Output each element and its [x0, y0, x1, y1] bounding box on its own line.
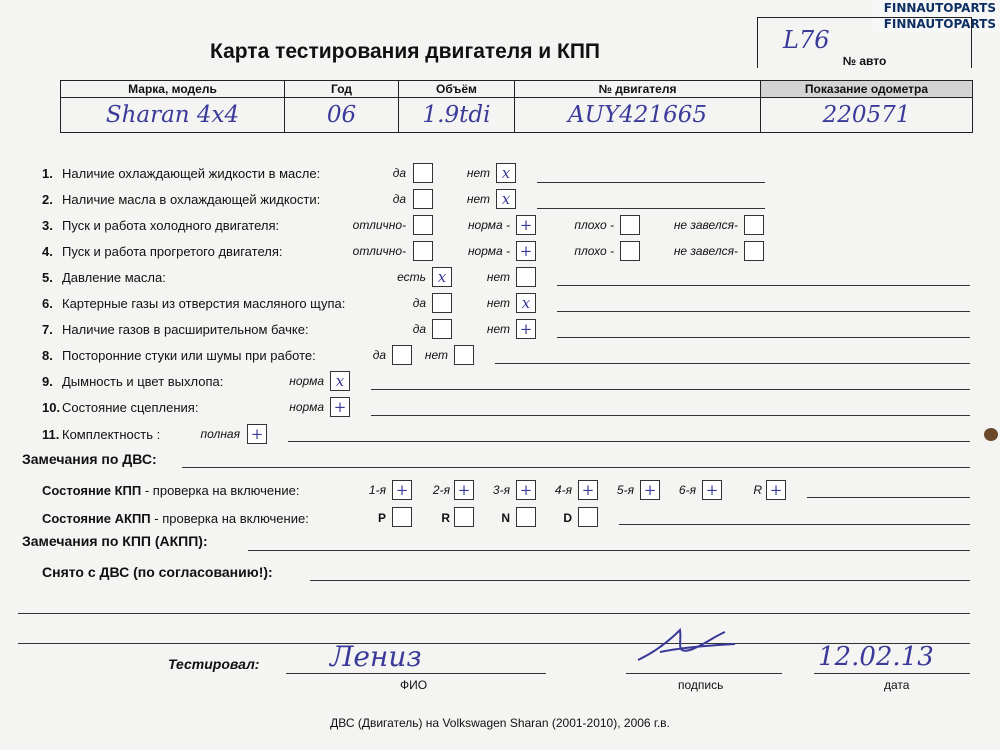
gear-label: 5-я	[616, 483, 634, 497]
checkbox[interactable]	[620, 241, 640, 261]
answer-line	[557, 311, 970, 312]
gear-checkbox[interactable]: +	[578, 480, 598, 500]
col-make-model: Марка, модель	[61, 81, 285, 98]
item-number: 9.	[42, 374, 53, 389]
removed-line	[310, 580, 970, 581]
checkbox[interactable]: x	[496, 189, 516, 209]
option-label: отлично-	[352, 218, 406, 232]
item-number: 4.	[42, 244, 53, 259]
option-label: да	[392, 192, 406, 206]
page-title: Карта тестирования двигателя и КПП	[210, 40, 601, 63]
item-number: 2.	[42, 192, 53, 207]
akpp-check-label	[42, 511, 309, 526]
auto-number-value: L76	[783, 26, 830, 54]
item-number: 5.	[42, 270, 53, 285]
checkbox[interactable]	[744, 241, 764, 261]
akpp-label-rest: - проверка на включение:	[150, 511, 309, 526]
item-number: 3.	[42, 218, 53, 233]
item-number: 7.	[42, 322, 53, 337]
akpp-label-bold: Состояние АКПП	[42, 511, 151, 526]
checkbox[interactable]	[744, 215, 764, 235]
option-label: нет	[486, 296, 510, 310]
gear-checkbox[interactable]	[454, 507, 474, 527]
col-volume: Объём	[399, 81, 515, 98]
option-label: отлично-	[352, 244, 406, 258]
checkbox[interactable]: +	[516, 241, 536, 261]
answer-line	[288, 441, 970, 442]
item-label: Комплектность :	[62, 427, 161, 442]
akpp-line	[619, 524, 970, 525]
gear-label: 3-я	[492, 483, 510, 497]
option-label: плохо -	[574, 244, 614, 258]
answer-line	[557, 337, 970, 338]
answer-line	[371, 389, 970, 390]
checkbox[interactable]	[620, 215, 640, 235]
ink-spot	[984, 428, 998, 441]
kpp-check-label	[42, 483, 299, 498]
auto-number-box	[757, 17, 972, 68]
option-label: норма	[289, 400, 324, 414]
signature-label: подпись	[678, 678, 724, 692]
answer-line	[371, 415, 970, 416]
remarks-engine-line	[182, 467, 970, 468]
kpp-label-rest: - проверка на включение:	[141, 483, 300, 498]
remarks-kpp-label: Замечания по КПП (АКПП):	[22, 533, 208, 549]
checkbox[interactable]: x	[432, 267, 452, 287]
option-label: да	[372, 348, 386, 362]
col-odometer: Показание одометра	[761, 81, 973, 98]
gear-checkbox[interactable]	[392, 507, 412, 527]
option-label: плохо -	[574, 218, 614, 232]
gear-label: N	[501, 511, 510, 525]
checkbox[interactable]: +	[516, 319, 536, 339]
checkbox[interactable]: x	[516, 293, 536, 313]
col-year: Год	[285, 81, 399, 98]
fio-line	[286, 673, 546, 674]
checkbox[interactable]	[454, 345, 474, 365]
remarks-kpp-line	[248, 550, 970, 551]
item-number: 10.	[42, 400, 61, 415]
item-label: Состояние сцепления:	[62, 400, 199, 415]
option-label: есть	[397, 270, 426, 284]
answer-line	[537, 208, 765, 209]
option-label: нет	[486, 322, 510, 336]
answer-line	[537, 182, 765, 183]
item-label: Посторонние стуки или шумы при работе:	[62, 348, 316, 363]
date-label: дата	[884, 678, 910, 692]
item-number: 1.	[42, 166, 53, 181]
gear-label: P	[377, 511, 386, 525]
option-label: нет	[486, 270, 510, 284]
item-label: Дымность и цвет выхлопа:	[62, 374, 224, 389]
date-line	[814, 673, 970, 674]
item-label: Наличие охлаждающей жидкости в масле:	[62, 166, 321, 181]
tester-name: Лениз	[330, 640, 422, 673]
remarks-engine-label: Замечания по ДВС:	[22, 451, 157, 467]
option-label: да	[412, 296, 426, 310]
item-label: Наличие масла в охлаждающей жидкости:	[62, 192, 321, 207]
option-label: не завелся-	[673, 244, 738, 258]
option-label: норма	[289, 374, 324, 388]
value-engine-no: AUY421665	[515, 98, 761, 133]
extra-line	[18, 613, 970, 614]
checkbox[interactable]: +	[247, 424, 267, 444]
option-label: нет	[424, 348, 448, 362]
item-label: Пуск и работа холодного двигателя:	[62, 218, 280, 233]
checkbox[interactable]: x	[496, 163, 516, 183]
kpp-line	[807, 497, 970, 498]
gear-label: R	[753, 483, 762, 497]
gear-label: 4-я	[554, 483, 572, 497]
option-label: полная	[200, 427, 240, 441]
gear-label: R	[441, 511, 450, 525]
header-table	[60, 80, 973, 133]
option-label: нет	[466, 166, 490, 180]
option-label: норма -	[467, 244, 510, 258]
watermark-line-1: FINNAUTOPARTS	[883, 1, 996, 15]
item-label: Давление масла:	[62, 270, 166, 285]
gear-checkbox[interactable]: +	[766, 480, 786, 500]
option-label: нет	[466, 192, 490, 206]
watermark-line-2: FINNAUTOPARTS	[883, 17, 996, 31]
gear-checkbox[interactable]: +	[516, 480, 536, 500]
item-number: 8.	[42, 348, 53, 363]
item-label: Наличие газов в расширительном бачке:	[62, 322, 309, 337]
gear-checkbox[interactable]: +	[702, 480, 722, 500]
gear-label: 6-я	[678, 483, 696, 497]
checkbox[interactable]	[516, 267, 536, 287]
removed-label: Снято с ДВС (по согласованию!):	[42, 564, 273, 580]
gear-checkbox[interactable]	[516, 507, 536, 527]
value-volume: 1.9tdi	[399, 98, 515, 133]
gear-label: 1-я	[368, 483, 386, 497]
fio-label: ФИО	[400, 678, 428, 692]
value-year: 06	[285, 98, 399, 133]
caption: ДВС (Двигатель) на Volkswagen Sharan (2001-2010), 2006 г.в.	[330, 716, 670, 730]
tested-label: Тестировал:	[168, 656, 260, 672]
gear-checkbox[interactable]: +	[640, 480, 660, 500]
signature-image	[630, 622, 740, 667]
auto-number-label: № авто	[842, 54, 887, 68]
gear-checkbox[interactable]	[578, 507, 598, 527]
item-number: 6.	[42, 296, 53, 311]
test-date: 12.02.13	[818, 642, 934, 672]
item-label: Пуск и работа прогретого двигателя:	[62, 244, 283, 259]
gear-label: 2-я	[432, 483, 450, 497]
answer-line	[495, 363, 970, 364]
answer-line	[557, 285, 970, 286]
option-label: да	[392, 166, 406, 180]
value-make-model: Sharan 4x4	[61, 98, 285, 133]
option-label: норма -	[467, 218, 510, 232]
checkbox[interactable]: +	[516, 215, 536, 235]
checkbox[interactable]: +	[330, 397, 350, 417]
col-engine-no: № двигателя	[515, 81, 761, 98]
item-number: 11.	[42, 427, 60, 442]
option-label: да	[412, 322, 426, 336]
gear-checkbox[interactable]: +	[392, 480, 412, 500]
item-label: Картерные газы из отверстия масляного щупа:	[62, 296, 346, 311]
gear-label: D	[563, 511, 572, 525]
value-odometer: 220571	[761, 98, 973, 133]
kpp-label-bold: Состояние КПП	[42, 483, 142, 498]
signature-line	[626, 673, 782, 674]
gear-checkbox[interactable]: +	[454, 480, 474, 500]
checkbox[interactable]: x	[330, 371, 350, 391]
option-label: не завелся-	[673, 218, 738, 232]
